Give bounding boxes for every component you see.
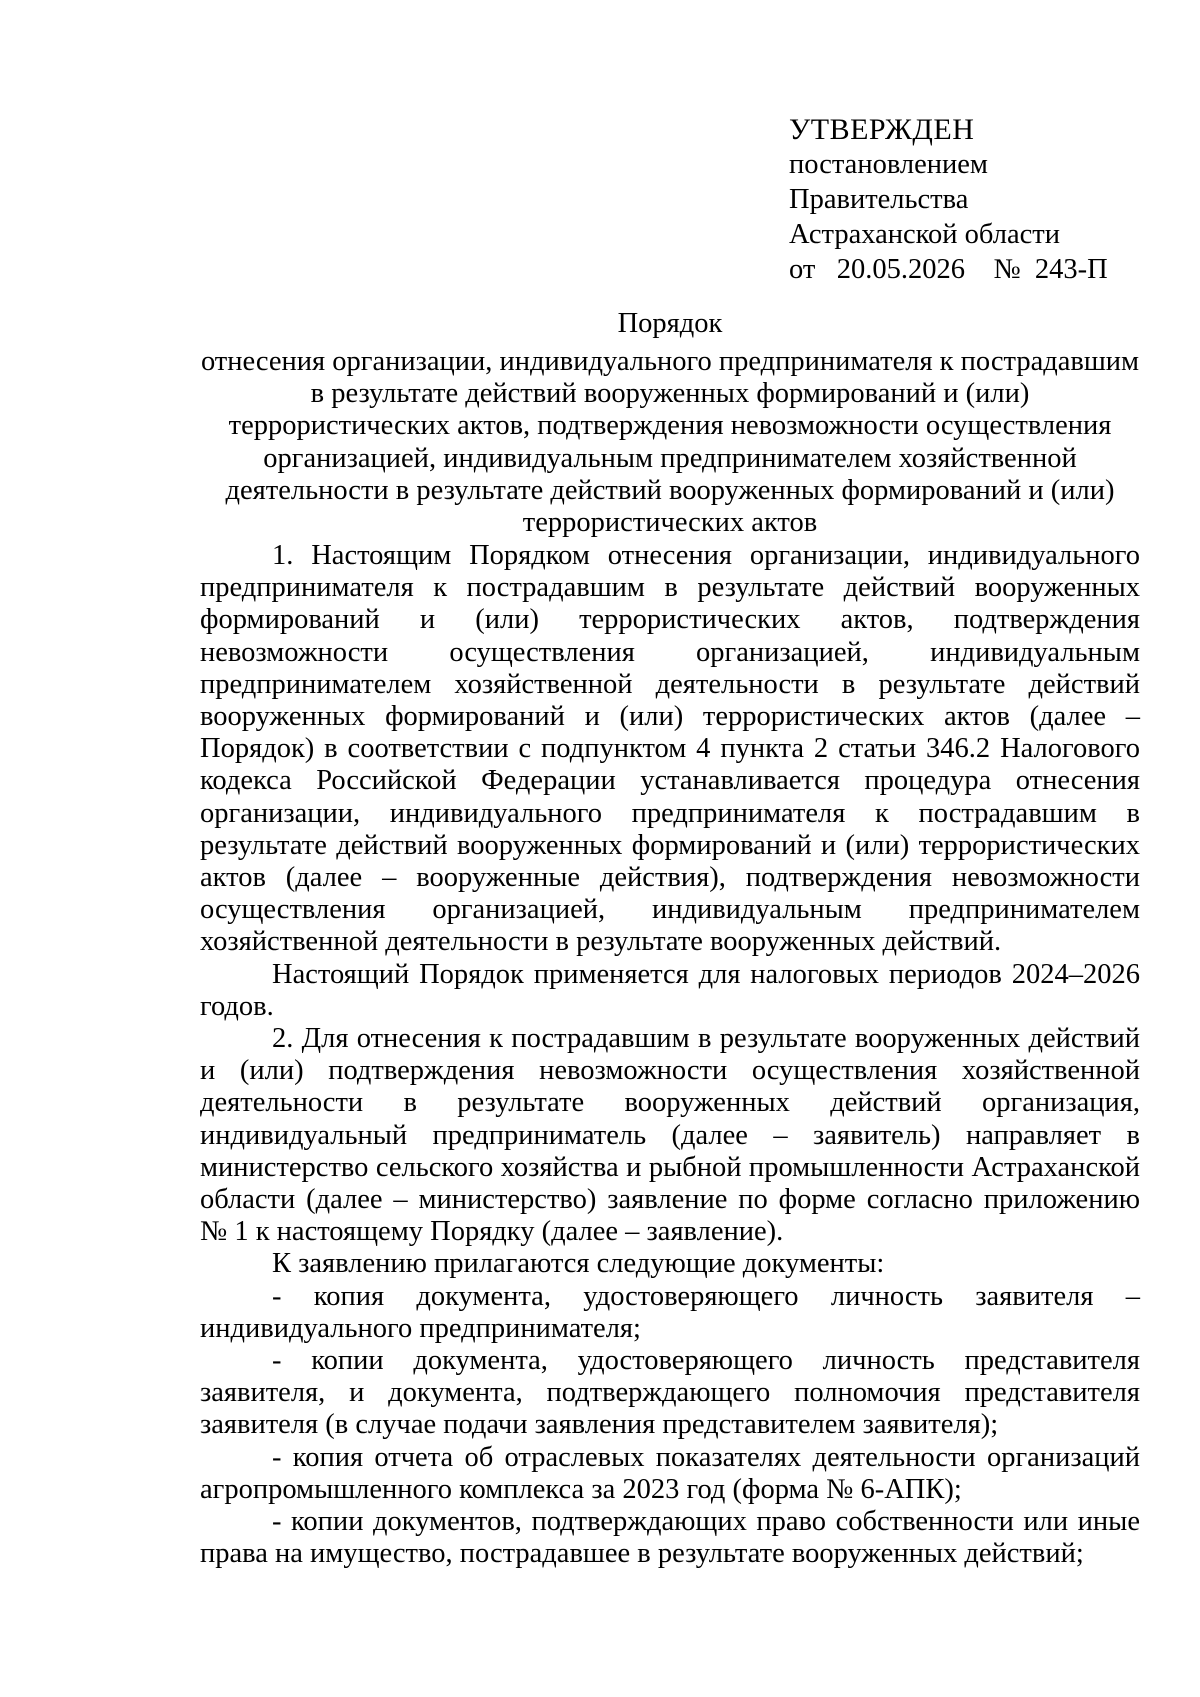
approval-stamp <box>789 112 1149 287</box>
paragraph-4: К заявлению прилагаются следующие документы: <box>272 1248 885 1280</box>
document-subtitle: отнесения организации, индивидуального предпринимателя к пострадавшим в результате действий вооруженных формирований и (или) террористических актов, подтверждения невозможности осуществления организацией, индивидуальным предпринимателем хозяйственной деятельности в результате действий вооруженных формирований и (или) террористических актов <box>200 346 1140 539</box>
list-item-3: - копия отчета об отраслевых показателях деятельности организаций агропромышленного комплекса за 2023 год (форма № 6-АПК); <box>200 1441 1140 1505</box>
approval-line-3: Астраханской области <box>789 219 1060 250</box>
document-body <box>200 540 1140 1571</box>
paragraph-3: 2. Для отнесения к пострадавшим в результате вооруженных действий и (или) подтверждения невозможности осуществления хозяйственной деятельности в результате вооруженных действий организация, индивидуальный предприниматель (далее – заявитель) направляет в министерство сельского хозяйства и рыбной промышленности Астраханской области (далее – министерство) заявление по форме согласно приложению № 1 к настоящему Порядку (далее – заявление). <box>200 1023 1140 1248</box>
approval-line-1: постановлением <box>789 149 988 180</box>
paragraph-1: 1. Настоящим Порядком отнесения организации, индивидуального предпринимателя к пострадавшим в результате действий вооруженных формирований и (или) террористических актов, подтверждения невозможности осуществления организацией, индивидуальным предпринимателем хозяйственной деятельности в результате действий вооруженных формирований и (или) террористических актов (далее – Порядок) в соответствии с подпунктом 4 пункта 2 статьи 346.2 Налогового кодекса Российской Федерации устанавливается процедура отнесения организации, индивидуального предпринимателя к пострадавшим в результате действий вооруженных формирований и (или) террористических актов (далее – вооруженные действия), подтверждения невозможности осуществления организацией, индивидуальным предпринимателем хозяйственной деятельности в результате вооруженных действий. <box>200 540 1140 958</box>
paragraph-2: Настоящий Порядок применяется для налоговых периодов 2024–2026 годов. <box>200 958 1140 1022</box>
approval-date-number: от 20.05.2026 № 243-П <box>789 254 1108 285</box>
document-title: Порядок <box>617 308 723 339</box>
approval-line-2: Правительства <box>789 184 969 215</box>
approval-title: УТВЕРЖДЕН <box>789 113 975 146</box>
list-item-2: - копии документа, удостоверяющего личность представителя заявителя, и документа, подтверждающего полномочия представителя заявителя (в случае подачи заявления представителем заявителя); <box>200 1345 1140 1441</box>
list-item-4: - копии документов, подтверждающих право собственности или иные права на имущество, пострадавшее в результате вооруженных действий; <box>200 1506 1140 1570</box>
list-item-1: - копия документа, удостоверяющего личность заявителя – индивидуального предпринимателя; <box>200 1280 1140 1344</box>
